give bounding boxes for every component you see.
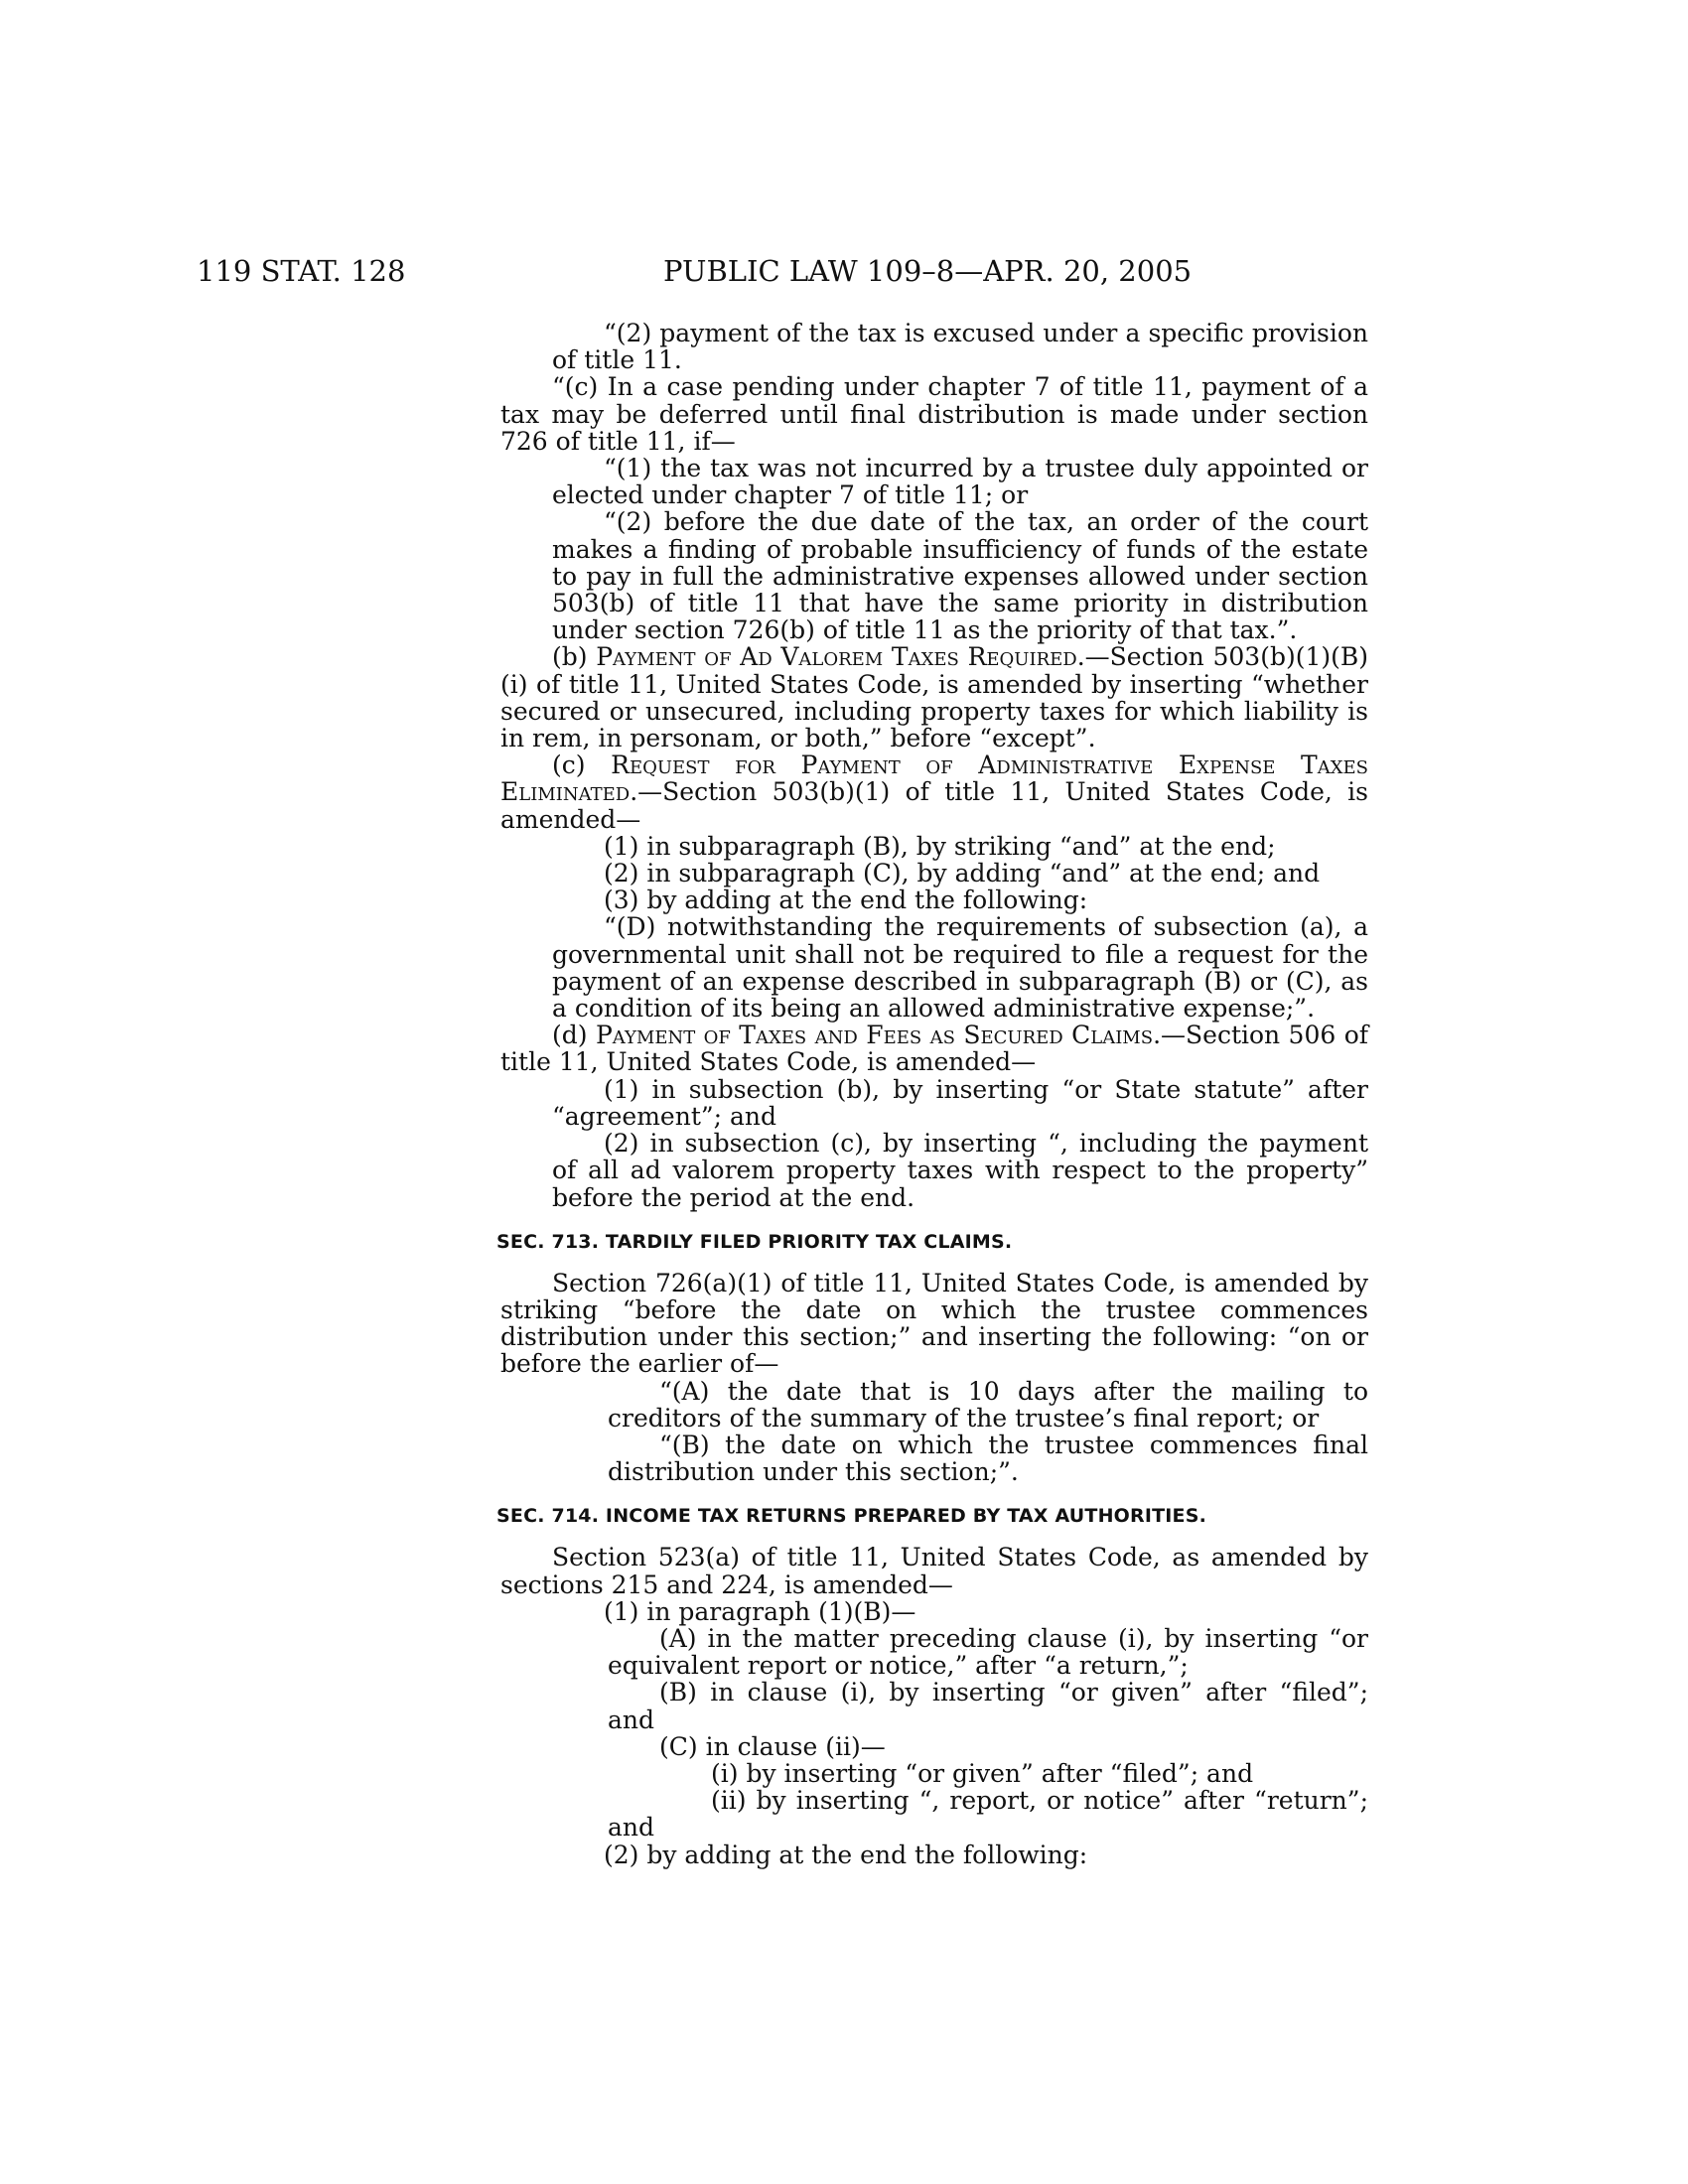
paragraph: (ii) by inserting “, report, or notice” after “return”; and xyxy=(608,1786,1368,1843)
paragraph: (C) in clause (ii)— xyxy=(659,1731,886,1761)
paragraph: “(1) the tax was not incurred by a trustee duly appointed or elected under chapter 7 of title 11; or xyxy=(552,454,1368,510)
paragraph: (B) in clause (i), by inserting “or given” after “filed”; and xyxy=(608,1678,1368,1734)
paragraph: (1) in subparagraph (B), by striking “and” at the end; xyxy=(604,831,1276,861)
document-body xyxy=(496,319,1368,1869)
subsection-label: (d) xyxy=(552,1021,588,1050)
subsection-text: —Section 506 of title 11, United States Code, is amended— xyxy=(500,1021,1368,1077)
subsection-heading: Payment of Taxes and Fees as Secured Claims. xyxy=(595,1021,1162,1050)
subsection-heading: Request for Payment of Administrative Expense Taxes Eliminated. xyxy=(500,751,1368,807)
subsection-b xyxy=(500,643,1368,751)
paragraph: Section 726(a)(1) of title 11, United States Code, is amended by striking “before the date on which the trustee commences distribution under this section;” and inserting the following: “on or before the earlier of— xyxy=(500,1268,1368,1379)
subsection-label: (c) xyxy=(552,751,586,780)
paragraph: (1) in subsection (b), by inserting “or State statute” after “agreement”; and xyxy=(552,1074,1368,1131)
paragraph: “(2) before the due date of the tax, an order of the court makes a finding of probable insufficiency of funds of the estate to pay in full the administrative expenses allowed under section 503(b) of title 11 that have the same priority in distribution under section 726(b) of title 11 as the priority of that tax.”. xyxy=(552,507,1368,645)
subsection-text: —Section 503(b)(1)(B)(i) of title 11, United States Code, is amended by inserting “whether secured or unsecured, including property taxes for which liability is in rem, in personam, or both,” before “except”. xyxy=(500,642,1368,753)
paragraph: “(2) payment of the tax is excused under a specific provision of title 11. xyxy=(552,319,1368,375)
paragraph: (2) in subparagraph (C), by adding “and” at the end; and xyxy=(604,859,1321,888)
paragraph: “(A) the date that is 10 days after the mailing to creditors of the summary of the trustee’s final report; or xyxy=(608,1376,1368,1433)
paragraph: “(c) In a case pending under chapter 7 of title 11, payment of a tax may be deferred until final distribution is made under section 726 of title 11, if— xyxy=(500,372,1368,456)
subsection-text: —Section 503(b)(1) of title 11, United States Code, is amended— xyxy=(500,777,1368,834)
paragraph: (2) by adding at the end the following: xyxy=(604,1840,1088,1869)
paragraph: “(D) notwithstanding the requirements of subsection (a), a governmental unit shall not be required to file a request for the payment of an expense described in subparagraph (B) or (C), as a condition of its being an allowed administrative expense;”. xyxy=(552,912,1368,1024)
subsection-d xyxy=(500,1022,1368,1075)
paragraph: (1) in paragraph (1)(B)— xyxy=(604,1596,916,1626)
paragraph: “(B) the date on which the trustee commences final distribution under this section;”. xyxy=(608,1430,1368,1487)
paragraph: Section 523(a) of title 11, United States Code, as amended by sections 215 and 224, is amended— xyxy=(500,1543,1368,1599)
subsection-heading: Payment of Ad Valorem Taxes Required. xyxy=(596,642,1085,672)
law-title: PUBLIC LAW 109–8—APR. 20, 2005 xyxy=(663,254,1193,288)
paragraph: (A) in the matter preceding clause (i), by inserting “or equivalent report or notice,” after “a return,”; xyxy=(608,1623,1368,1681)
paragraph: (2) in subsection (c), by inserting “, including the payment of all ad valorem property taxes with respect to the property” before the period at the end. xyxy=(552,1129,1368,1212)
page-header xyxy=(0,254,1688,294)
section-heading-713: SEC. 713. TARDILY FILED PRIORITY TAX CLAIMS. xyxy=(496,1230,1013,1253)
stat-page-number: 119 STAT. 128 xyxy=(197,254,406,288)
paragraph: (i) by inserting “or given” after “filed”; and xyxy=(711,1758,1254,1788)
section-heading-714: SEC. 714. INCOME TAX RETURNS PREPARED BY TAX AUTHORITIES. xyxy=(496,1505,1207,1528)
paragraph: (3) by adding at the end the following: xyxy=(604,886,1088,915)
subsection-label: (b) xyxy=(552,642,588,672)
subsection-c xyxy=(500,751,1368,833)
